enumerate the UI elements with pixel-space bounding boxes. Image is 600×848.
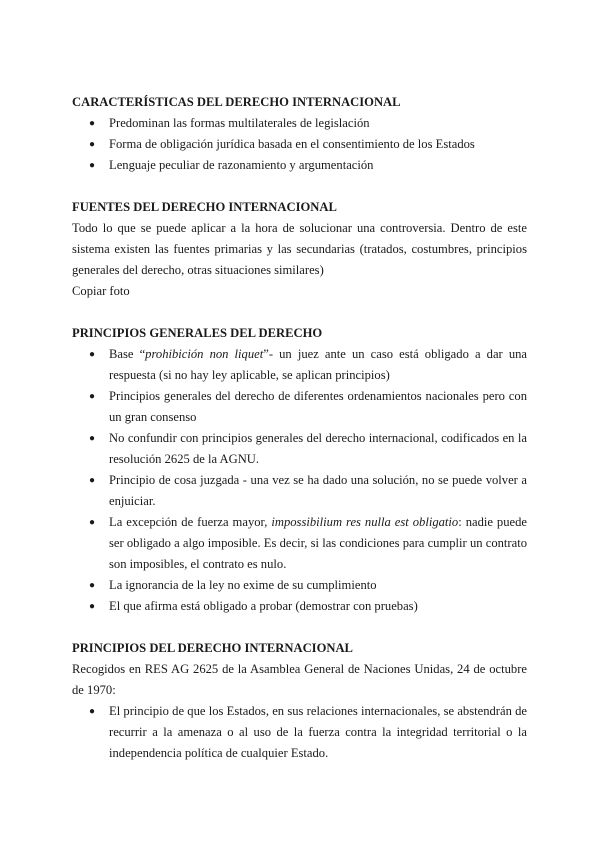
section-paragraph: Recogidos en RES AG 2625 de la Asamblea General de Naciones Unidas, 24 de octubre de 1970: <box>72 662 527 697</box>
bullet-icon: ● <box>89 433 96 444</box>
bullet-icon: ● <box>89 517 96 528</box>
list-item-text: Lenguaje peculiar de razonamiento y argumentación <box>109 158 374 172</box>
list-item <box>72 344 527 386</box>
section-heading: PRINCIPIOS GENERALES DEL DERECHO <box>72 326 323 340</box>
section-note: Copiar foto <box>72 284 130 298</box>
bullet-icon: ● <box>89 160 96 171</box>
list-item-text: El principio de que los Estados, en sus relaciones internacionales, se abstendrán de recurrir a la amenaza o al uso de la fuerza contra la integridad territorial o la independencia política de cualquier Estado. <box>109 704 527 760</box>
section-fuentes <box>72 197 527 302</box>
section-principios-derecho-internacional <box>72 638 527 764</box>
list-item-text: Forma de obligación jurídica basada en el consentimiento de los Estados <box>109 137 475 151</box>
list-item-text-post: : nadie puede ser obligado a algo imposible. Es decir, si las condiciones para cumplir un contrato son imposibles, el contrato es nulo. <box>109 515 528 571</box>
list-item-text: Principios generales del derecho de diferentes ordenamientos nacionales pero con un gran consenso <box>109 389 527 424</box>
list-item <box>72 134 527 155</box>
list-item <box>72 701 527 764</box>
list-item <box>72 512 527 575</box>
bullet-icon: ● <box>89 601 96 612</box>
list-item <box>72 386 527 428</box>
bullet-icon: ● <box>89 706 96 717</box>
list-item <box>72 575 527 596</box>
list-item-text: No confundir con principios generales del derecho internacional, codificados en la resolución 2625 de la AGNU. <box>109 431 527 466</box>
section-heading: CARACTERÍSTICAS DEL DERECHO INTERNACIONAL <box>72 95 401 109</box>
list-item-text: El que afirma está obligado a probar (demostrar con pruebas) <box>109 599 418 613</box>
list-item-text: Predominan las formas multilaterales de legislación <box>109 116 370 130</box>
bullet-icon: ● <box>89 118 96 129</box>
list-item <box>72 155 527 176</box>
list-item <box>72 113 527 134</box>
list-item-text-pre: Base “ <box>109 347 146 361</box>
list-item-text: Principio de cosa juzgada - una vez se ha dado una solución, no se puede volver a enjuiciar. <box>109 473 527 508</box>
list-item-text-pre: La excepción de fuerza mayor, <box>109 515 272 529</box>
bullet-icon: ● <box>89 391 96 402</box>
bullet-list <box>72 113 527 176</box>
list-item <box>72 596 527 617</box>
bullet-icon: ● <box>89 139 96 150</box>
bullet-icon: ● <box>89 580 96 591</box>
section-principios-generales <box>72 323 527 617</box>
section-caracteristicas <box>72 92 527 176</box>
bullet-list <box>72 701 527 764</box>
section-heading: FUENTES DEL DERECHO INTERNACIONAL <box>72 200 337 214</box>
document-page <box>72 92 527 764</box>
list-item <box>72 428 527 470</box>
list-item-text-post: ”- un juez ante un caso está obligado a dar una respuesta (si no hay ley aplicable, se aplican principios) <box>109 347 528 382</box>
list-item <box>72 470 527 512</box>
list-item-text-italic: impossibilium res nulla est obligatio <box>271 515 459 529</box>
bullet-list <box>72 344 527 617</box>
bullet-icon: ● <box>89 475 96 486</box>
bullet-icon: ● <box>89 349 96 360</box>
section-heading: PRINCIPIOS DEL DERECHO INTERNACIONAL <box>72 641 353 655</box>
section-paragraph: Todo lo que se puede aplicar a la hora de solucionar una controversia. Dentro de este sistema existen las fuentes primarias y las secundarias (tratados, costumbres, principios generales del derecho, otras situaciones similares) <box>72 221 527 277</box>
list-item-text: La ignorancia de la ley no exime de su cumplimiento <box>109 578 377 592</box>
list-item-text-italic: prohibición non liquet <box>145 347 264 361</box>
